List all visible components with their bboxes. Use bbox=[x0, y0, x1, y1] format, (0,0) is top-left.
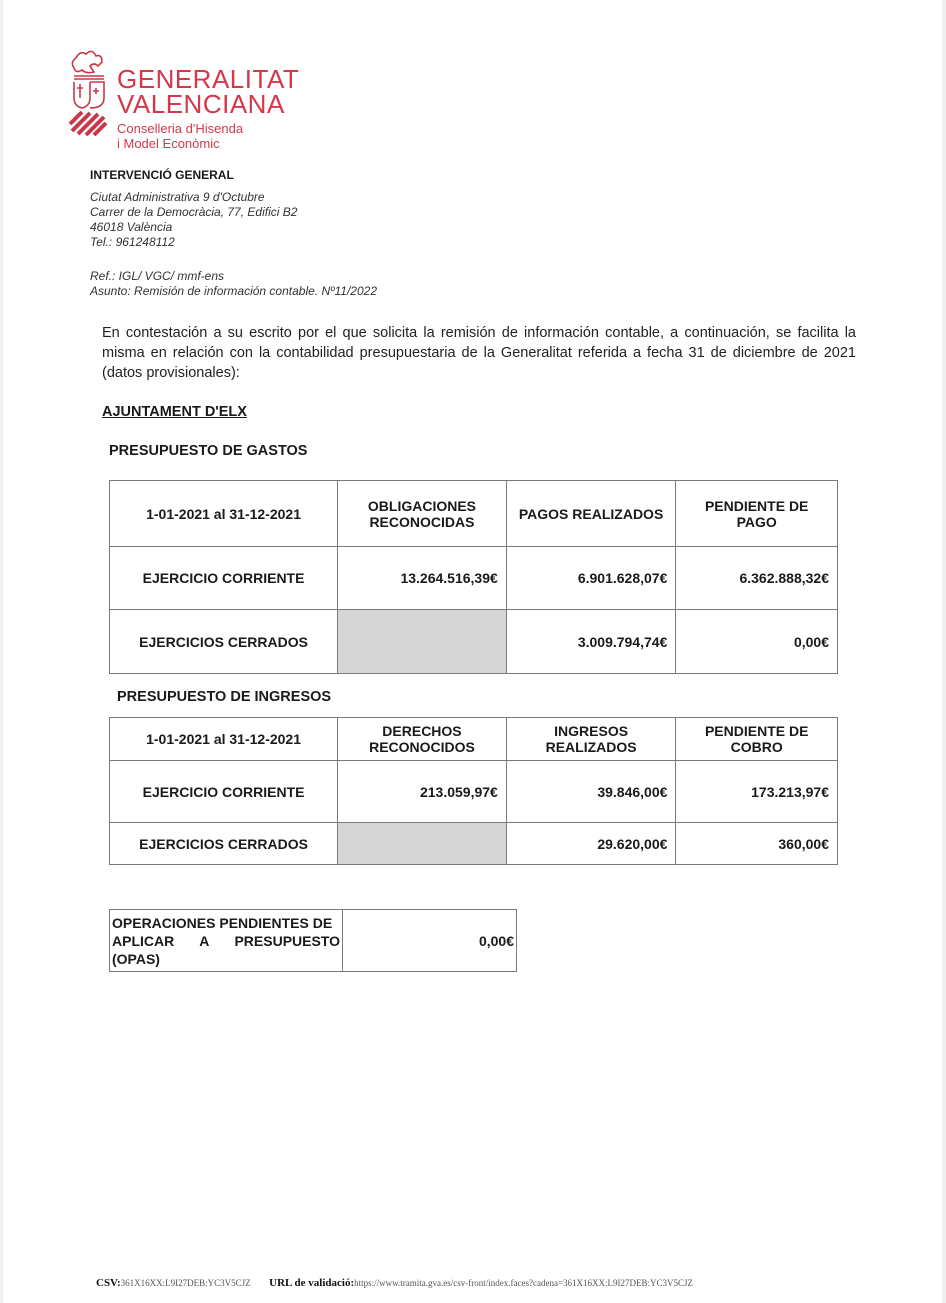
logo-line-2: VALENCIANA bbox=[117, 89, 285, 119]
subject-line: Asunto: Remisión de información contable. Nº11/2022 bbox=[90, 284, 377, 298]
cell-value: 360,00€ bbox=[676, 823, 838, 865]
url-label: URL de validació: bbox=[269, 1277, 355, 1289]
table-header: OBLIGACIONES RECONOCIDAS bbox=[338, 481, 507, 547]
table-row bbox=[110, 547, 838, 610]
cell-value: 3.009.794,74€ bbox=[506, 610, 676, 674]
logo-line-3: Conselleria d'Hisenda bbox=[117, 121, 244, 136]
opas-label bbox=[110, 910, 343, 972]
table-row bbox=[110, 610, 838, 674]
ingresos-title: PRESUPUESTO DE INGRESOS bbox=[117, 689, 332, 705]
coat-of-arms-icon bbox=[66, 48, 112, 140]
table-row bbox=[110, 910, 517, 972]
cell-empty-shaded bbox=[338, 823, 507, 865]
row-label: EJERCICIO CORRIENTE bbox=[110, 547, 338, 610]
table-header: PENDIENTE DE COBRO bbox=[676, 718, 838, 761]
opas-line-1: OPERACIONES PENDIENTES DE bbox=[112, 914, 333, 931]
cell-value: 6.362.888,32€ bbox=[676, 547, 838, 610]
table-row bbox=[110, 823, 838, 865]
sender-block bbox=[90, 168, 297, 250]
cell-value: 0,00€ bbox=[676, 610, 838, 674]
table-header: PENDIENTE DE PAGO bbox=[676, 481, 838, 547]
table-header: DERECHOS RECONOCIDOS bbox=[338, 718, 507, 761]
opas-word: PRESUPUESTO bbox=[234, 932, 340, 949]
address-line: 46018 València bbox=[90, 220, 173, 234]
opas-label-line bbox=[112, 932, 340, 950]
page-edge-left bbox=[0, 0, 3, 1303]
table-header: 1-01-2021 al 31-12-2021 bbox=[110, 481, 338, 547]
cell-value: 29.620,00€ bbox=[506, 823, 676, 865]
table-header: INGRESOS REALIZADOS bbox=[506, 718, 676, 761]
phone-line: Tel.: 961248112 bbox=[90, 235, 175, 249]
cell-value: 173.213,97€ bbox=[676, 761, 838, 823]
page-edge-right bbox=[942, 0, 946, 1303]
opas-table bbox=[109, 909, 517, 972]
opas-word: A bbox=[199, 932, 210, 949]
gastos-title: PRESUPUESTO DE GASTOS bbox=[109, 443, 308, 459]
cell-value: 39.846,00€ bbox=[506, 761, 676, 823]
reference-line: Ref.: IGL/ VGC/ mmf-ens bbox=[90, 269, 225, 283]
validation-url[interactable]: https://www.tramita.gva.es/csv-front/index.faces?cadena=361X16XX:L9I27DEB:YC3V5CJZ bbox=[354, 1278, 694, 1288]
cell-value: 6.901.628,07€ bbox=[506, 547, 676, 610]
logo-line-4: i Model Econòmic bbox=[117, 136, 220, 151]
table-header: PAGOS REALIZADOS bbox=[506, 481, 676, 547]
intro-paragraph: En contestación a su escrito por el que solicita la remisión de información contable, a continuación, se facilita la misma en relación con la contabilidad presupuestaria de la Generalitat referida a fecha 31 de diciembre de 2021 (datos provisionales): bbox=[102, 325, 856, 381]
opas-value: 0,00€ bbox=[343, 910, 517, 972]
cell-empty-shaded bbox=[338, 610, 507, 674]
table-row bbox=[110, 761, 838, 823]
row-label: EJERCICIOS CERRADOS bbox=[110, 823, 338, 865]
gastos-table bbox=[109, 480, 838, 674]
logo-line-1: GENERALITAT bbox=[117, 64, 300, 94]
reference-block bbox=[90, 269, 377, 299]
table-header: 1-01-2021 al 31-12-2021 bbox=[110, 718, 338, 761]
opas-word: APLICAR bbox=[112, 932, 175, 949]
table-header-row bbox=[110, 718, 838, 761]
csv-label: CSV: bbox=[96, 1277, 121, 1289]
address-line: Ciutat Administrativa 9 d'Octubre bbox=[90, 190, 265, 204]
entity-heading: AJUNTAMENT D'ELX bbox=[102, 404, 247, 420]
cell-value: 213.059,97€ bbox=[338, 761, 507, 823]
csv-code: 361X16XX:L9I27DEB:YC3V5CJZ bbox=[120, 1278, 251, 1288]
opas-line-3: (OPAS) bbox=[112, 950, 160, 967]
row-label: EJERCICIOS CERRADOS bbox=[110, 610, 338, 674]
validation-footer bbox=[96, 1277, 693, 1289]
generalitat-logo bbox=[66, 48, 306, 154]
department-name: INTERVENCIÓ GENERAL bbox=[90, 168, 234, 182]
cell-value: 13.264.516,39€ bbox=[338, 547, 507, 610]
row-label: EJERCICIO CORRIENTE bbox=[110, 761, 338, 823]
table-header-row bbox=[110, 481, 838, 547]
opas-label-line bbox=[112, 914, 340, 932]
ingresos-table bbox=[109, 717, 838, 865]
address-line: Carrer de la Democràcia, 77, Edifici B2 bbox=[90, 205, 298, 219]
